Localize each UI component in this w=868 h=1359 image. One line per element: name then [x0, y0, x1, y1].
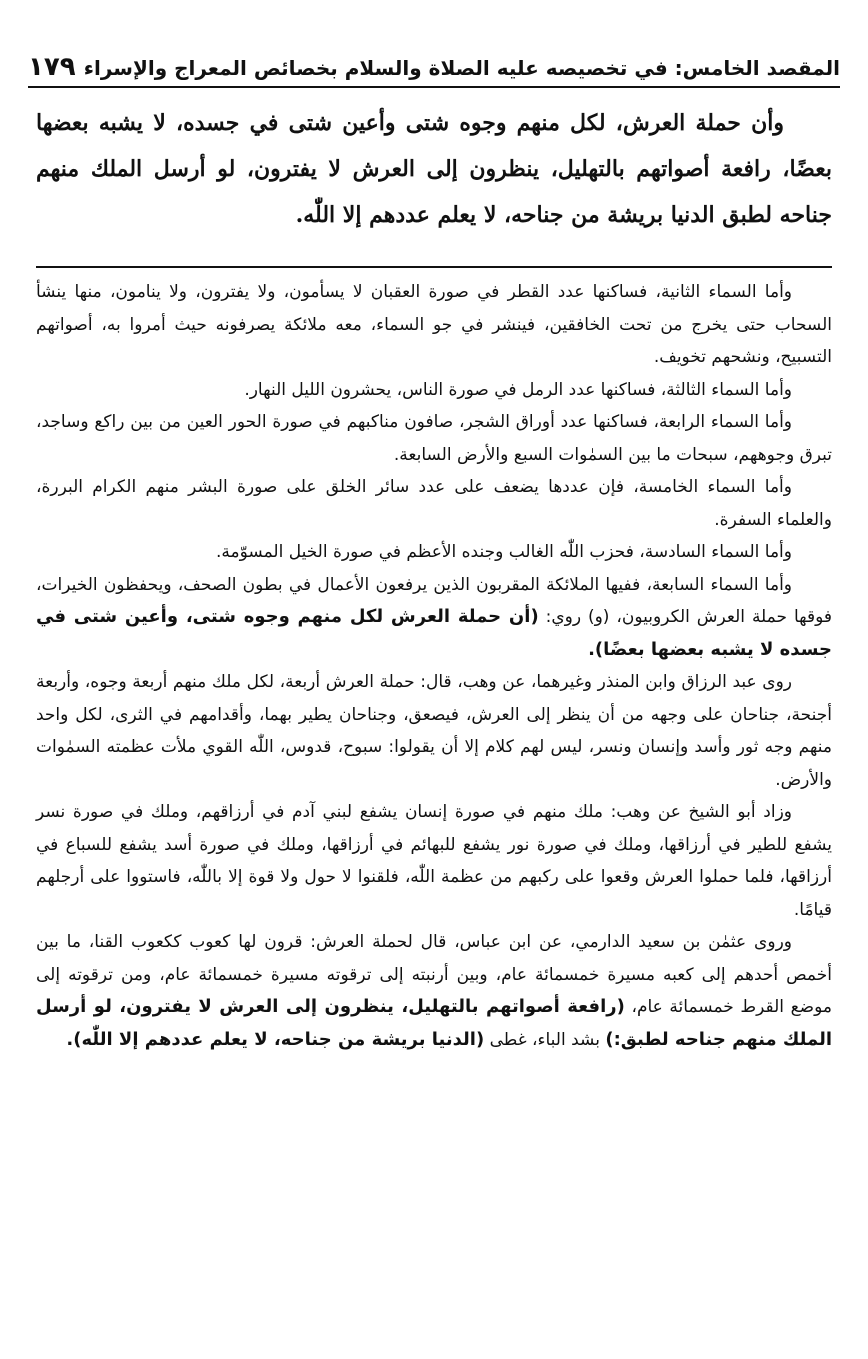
main-text: [36, 100, 832, 238]
commentary-paragraph: [36, 569, 832, 667]
page-number: ١٧٩: [28, 52, 76, 82]
quoted-main-text: (رافعة أصواتهم بالتهليل، ينظرون إلى العرش لا يفترون، لو أرسل الملك منهم جناحه لطبق:): [36, 996, 832, 1050]
commentary-paragraph: وزاد أبو الشيخ عن وهب: ملك منهم في صورة إنسان يشفع لبني آدم في أرزاقهم، وملك في صورة نسر يشفع للطير في أرزاقها، وملك في صورة نور يشفع للبهائم في أرزاقها، وملك في صورة أسد يشفع للسباع في أرزاقها، فلما حملوا العرش وقعوا على ركبهم من عظمة اللّٰه، فلقنوا لا حول ولا قوة إلا باللّٰه، فاستووا على أرجلهم قيامًا.: [36, 802, 832, 920]
running-header: [28, 40, 840, 88]
commentary-paragraph: وأما السماء الخامسة، فإن عددها يضعف على عدد سائر الخلق على صورة البشر منهم الكرام البررة، والعلماء السفرة.: [36, 477, 832, 530]
main-text-paragraph: وأن حملة العرش، لكل منهم وجوه شتى وأعين شتى في جسده، لا يشبه بعضها بعضًا، رافعة أصواتهم بالتهليل، ينظرون إلى العرش لا يفترون، لو أرسل الملك منهم جناحه لطبق الدنيا بريشة من جناحه، لا يعلم عددهم إلا اللّٰه.: [36, 110, 832, 228]
commentary-paragraph: وأما السماء الرابعة، فساكنها عدد أوراق الشجر، صافون مناكبهم في صورة الحور العين من بين راكع وساجد، تبرق وجوههم، سبحات ما بين السمٰوات السبع والأرض السابعة.: [36, 412, 832, 465]
commentary-paragraph: وأما السماء الثالثة، فساكنها عدد الرمل في صورة الناس، يحشرون الليل النهار.: [244, 379, 792, 400]
divider-line: [36, 266, 832, 268]
commentary: [36, 276, 832, 1056]
commentary-paragraph: وأما السماء الثانية، فساكنها عدد القطر في صورة العقبان لا يسأمون، ولا يفترون، ولا ينامون، منها ينشأ السحاب حتى يخرج من تحت الخافقين، فينشر في جو السماء، معه ملائكة يصرفونه حيث أمروا به، أصواتهم التسبيح، ونشحهم تخويف.: [36, 282, 832, 367]
quoted-main-text: (الدنيا بريشة من جناحه، لا يعلم عددهم إلا اللّٰه).: [66, 1028, 485, 1050]
commentary-paragraph: روى عبد الرزاق وابن المنذر وغيرهما، عن وهب، قال: حملة العرش أربعة، لكل ملك منهم أربعة وجوه، وأربعة أجنحة، جناحان على وجهه من أن ينظر إلى العرش، فيصعق، وجناحان يطير بهما، وأقدامهم في الثرى، لكل واحد منهم وجه ثور وأسد وإنسان ونسر، ليس لهم كلام إلا أن يقولوا: سبوح، قدوس، اللّٰه القوي ملأت عظمته السمٰوات والأرض.: [36, 672, 832, 790]
commentary-paragraph: وأما السماء السادسة، فحزب اللّٰه الغالب وجنده الأعظم في صورة الخيل المسوّمة.: [216, 542, 792, 562]
commentary-text: بشد الباء، غطى: [484, 1029, 606, 1050]
commentary-text: وأما السماء السابعة، ففيها الملائكة المقربون الذين يرفعون الأعمال في بطون الصحف، ويحفظون الخيرات، فوقها حملة العرش الكروبيون، (و) روي:: [36, 574, 832, 627]
header-title: المقصد الخامس: في تخصيصه عليه الصلاة والسلام بخصائص المعراج والإسراء: [83, 56, 840, 80]
quoted-main-text: (أن حملة العرش لكل منهم وجوه شتى، وأعين شتى في جسده لا يشبه بعضها بعضًا).: [36, 606, 832, 660]
commentary-paragraph: [36, 926, 832, 1056]
commentary-text: وروى عثمٰن بن سعيد الدارمي، عن ابن عباس، قال لحملة العرش: قرون لها كعوب ككعوب القنا، ما بين أخمص أحدهم إلى كعبه مسيرة خمسمائة عام، وبين أرنبته إلى ترقوته مسيرة خمسمائة عام، ومن ترقوته إلى موضع القرط خمسمائة عام،: [36, 932, 832, 1017]
